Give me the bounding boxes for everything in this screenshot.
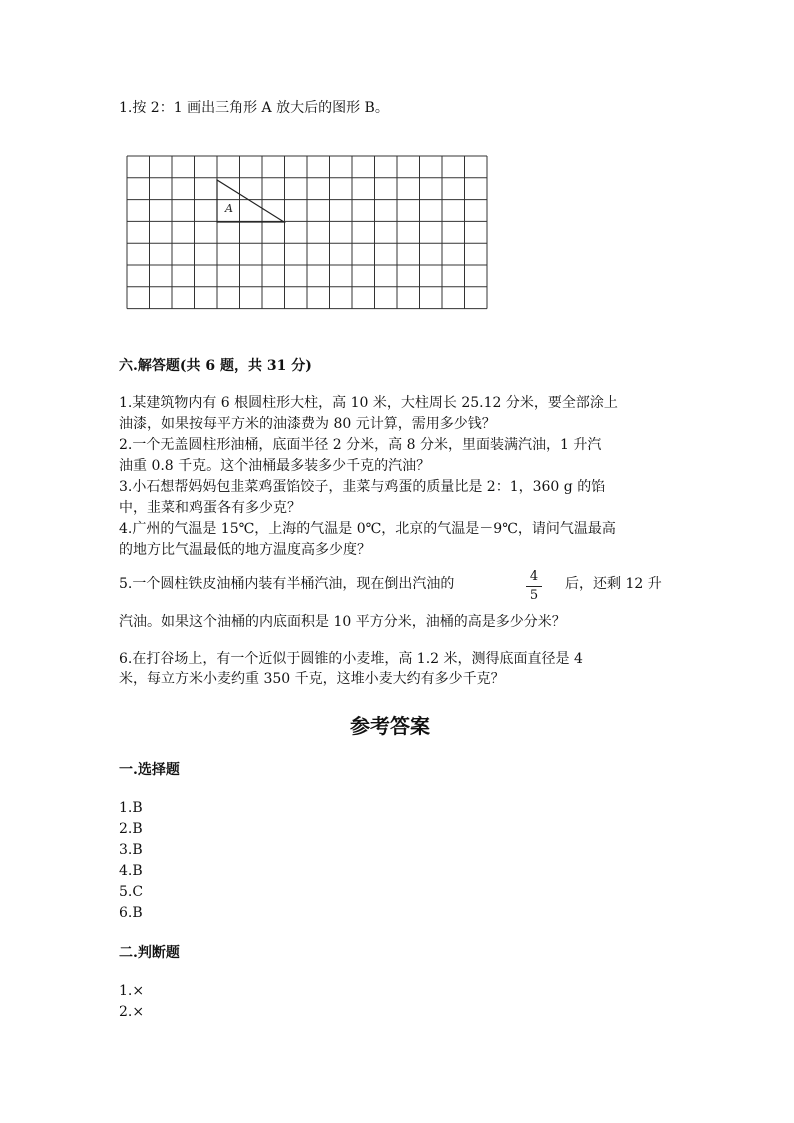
question-line: 油重 0.8 千克。这个油桶最多装多少千克的汽油？ <box>119 458 431 474</box>
triangle-a <box>217 180 284 222</box>
answer-item: 2.B <box>119 821 143 837</box>
question-line: 3.小石想帮妈妈包韭菜鸡蛋馅饺子，韭菜与鸡蛋的质量比是 2：1，360 g 的馅 <box>119 479 606 495</box>
answer-item: 1.× <box>119 983 145 999</box>
question-line: 中，韭菜和鸡蛋各有多少克？ <box>119 500 301 516</box>
fraction-bar <box>526 586 542 587</box>
answer-item: 4.B <box>119 863 143 879</box>
answer-item: 2.× <box>119 1004 145 1020</box>
answer-item: 3.B <box>119 842 143 858</box>
section6-heading: 六.解答题(共 6 题，共 31 分) <box>119 358 312 374</box>
answers-section2-heading: 二.判断题 <box>119 945 180 961</box>
question-line: 2.一个无盖圆柱形油桶，底面半径 2 分米，高 8 分米，里面装满汽油，1 升汽 <box>119 437 602 453</box>
answer-item: 5.C <box>119 884 144 900</box>
answer-item: 6.B <box>119 905 143 921</box>
q5-fraction <box>524 569 544 604</box>
question-line: 4.广州的气温是 15℃，上海的气温是 0℃，北京的气温是－9℃，请问气温最高 <box>119 521 616 537</box>
question-line: 油漆，如果按每平方米的油漆费为 80 元计算，需用多少钱？ <box>119 416 496 432</box>
grid-figure <box>126 155 490 311</box>
question-line: 1.某建筑物内有 6 根圆柱形大柱，高 10 米，大柱周长 25.12 分米，要全部涂上 <box>119 395 618 411</box>
q6-line-1: 6.在打谷场上，有一个近似于圆锥的小麦堆，高 1.2 米，测得底面直径是 4 <box>119 651 583 667</box>
drawing-task-text: 1.按 2：1 画出三角形 A 放大后的图形 B。 <box>119 100 389 116</box>
triangle-label: A <box>225 202 233 215</box>
q5-line-2: 汽油。如果这个油桶的内底面积是 10 平方分米，油桶的高是多少分米？ <box>119 614 566 630</box>
answers-title: 参考答案 <box>350 714 430 738</box>
question-line: 的地方比气温最低的地方温度高多少度？ <box>119 542 371 558</box>
q5-text-after: 后，还剩 12 升 <box>565 576 662 592</box>
q6-line-2: 米，每立方米小麦约重 350 千克，这堆小麦大约有多少千克？ <box>119 671 505 687</box>
answer-item: 1.B <box>119 800 143 816</box>
fraction-denominator: 5 <box>529 588 539 603</box>
fraction-numerator: 4 <box>529 569 539 584</box>
answers-section1-heading: 一.选择题 <box>119 762 180 778</box>
q5-text-before: 5.一个圆柱铁皮油桶内装有半桶汽油，现在倒出汽油的 <box>119 576 455 592</box>
